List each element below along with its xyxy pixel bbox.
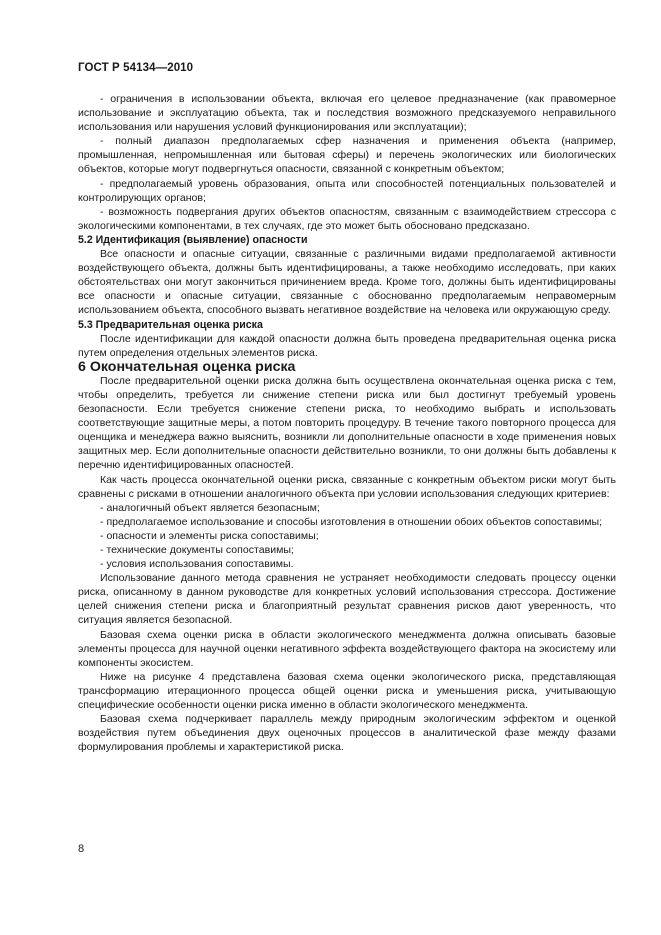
list-item: - возможность подвергания других объектов опасностям, связанным с взаимодействием стрессора с экологическими компонентами, в тех случаях, где это может быть обосновано предсказано. <box>78 205 616 232</box>
document-body <box>78 92 616 754</box>
paragraph: Как часть процесса окончательной оценки риска, связанные с конкретным объектом риски могут быть сравнены с рисками в отношении аналогичного объекта при условии использования следующих критериев: <box>78 473 616 500</box>
section-heading: 6 Окончательная оценка риска <box>78 358 296 375</box>
list-item: - условия использования сопоставимы. <box>100 558 294 571</box>
paragraph: Базовая схема оценки риска в области экологического менеджмента должна описывать базовые элементы процесса для научной оценки негативного эффекта воздействующего фактора на экосистему или компоненты экосистем. <box>78 628 616 669</box>
list-item: - предполагаемый уровень образования, опыта или способностей потенциальных пользователей и контролирующих органов; <box>78 177 616 204</box>
paragraph: После идентификации для каждой опасности должна быть проведена предварительная оценка риска путем определения отдельных элементов риска. <box>78 332 616 359</box>
list-item: - ограничения в использовании объекта, включая его целевое предназначение (как правомерное использование и эксплуатацию объекта, так и последствия возможного предсказуемого неправильного использования или нарушения условий функционирования или эксплуатации); <box>78 93 616 134</box>
paragraph: Базовая схема подчеркивает параллель между природным экологическим эффектом и оценкой воздействия путем объединения двух оценочных процессов в аналитической фазе между фазами формулирования проблемы и характеристикой риска. <box>78 713 616 754</box>
list-item: - опасности и элементы риска сопоставимы; <box>100 529 319 542</box>
list-item: - аналогичный объект является безопасным; <box>100 501 320 514</box>
paragraph: Ниже на рисунке 4 представлена базовая схема оценки экологического риска, представляющая трансформацию итерационного процесса общей оценки риска и уменьшения риска, учитывающую специфические особенности оценки риска именно в области экологического менеджмента. <box>78 670 616 712</box>
paragraph: Использование данного метода сравнения не устраняет необходимости следовать процессу оценки риска, описанному в данном руководстве для конкретных условий использования стрессора. Достижение целей снижения степени риска и благоприятный результат сравнения рисков дают уверенность, что ситуация является безопасной. <box>78 572 616 627</box>
list-item: - технические документы сопоставимы; <box>100 544 294 556</box>
subsection-heading: 5.2 Идентификация (выявление) опасности <box>78 233 308 246</box>
paragraph: Все опасности и опасные ситуации, связанные с различными видами предполагаемой активности воздействующего объекта, должны быть идентифицированы, а также необходимо исследовать, при каких обстоятельствах они могут закончиться причинением вреда. Кроме того, должны быть идентифицированы все опасности и опасные ситуации, связанные с обоснованно предполагаемым неправомерным использованием объекта, способного вызвать негативное воздействие на человека или окружающую среду. <box>78 248 616 317</box>
document-header: ГОСТ Р 54134—2010 <box>78 62 194 74</box>
list-item: - предполагаемое использование и способы изготовления в отношении обоих объектов сопоставимы; <box>100 515 603 528</box>
page-number: 8 <box>78 843 85 855</box>
paragraph: После предварительной оценки риска должна быть осуществлена окончательная оценка риска с тем, чтобы определить, требуется ли снижение степени риска или был достигнут требуемый уровень безопасности. Если требуется снижение степени риска, то необходимо выбрать и использовать соответствующие защитные меры, а потом повторить процедуру. В течение такого повторного процесса для оценщика и менеджера важно выяснить, возникли ли дополнительные опасности в ходе применения новых защитных мер. Если дополнительные опасности действительно возникли, то они должны быть добавлены к перечню идентифицированных опасностей. <box>78 374 616 472</box>
subsection-heading: 5.3 Предварительная оценка риска <box>78 318 263 331</box>
list-item: - полный диапазон предполагаемых сфер назначения и применения объекта (например, промышленная, непромышленная или бытовая сферы) и перечень экологических или биологических объектов, которые могут подвергнуться опасности, связанной с конкретным объектом; <box>78 135 616 176</box>
